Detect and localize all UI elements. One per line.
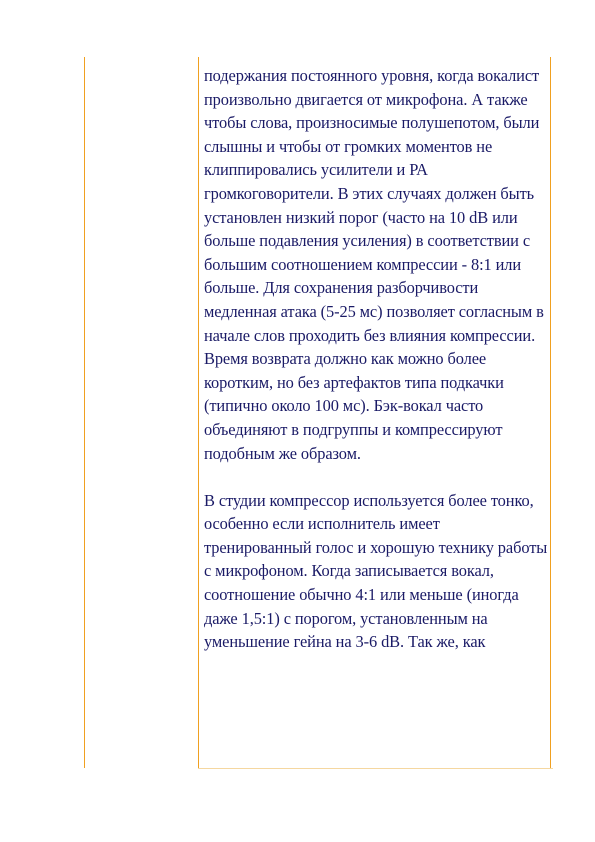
left-margin-rule [84,57,85,768]
paragraph-2: В студии компрессор используется более тонко, особенно если исполнитель имеет тренированный голос и хорошую технику работы с микрофоном. Когда записывается вокал, соотношение обычно 4:1 или меньше (иногда даже 1,5:1) с порогом, установленным на уменьшение гейна на 3-6 dB. Так же, как [204,490,548,652]
body-text [204,64,549,654]
paragraph-spacer [204,465,549,489]
text-frame-bottom-rule [198,768,553,769]
paragraph-1: подержания постоянного уровня, когда вокалист произвольно двигается от микрофона. А также чтобы слова, произносимые полушепотом, были слышны и чтобы от громких моментов не клиппировались усилители и РА громкоговорители. В этих случаях должен быть установлен низкий порог (часто на 10 dB или больше подавления усиления) в соответствии с большим соотношением компрессии - 8:1 или больше. Для сохранения разборчивости медленная атака (5-25 мс) позволяет согласным в начале слов проходить без влияния компрессии. Время возврата должно как можно более коротким, но без артефактов типа подкачки (типично около 100 мс). Бэк-вокал часто объединяют в подгруппы и компрессируют подобным же образом. [204,66,544,463]
